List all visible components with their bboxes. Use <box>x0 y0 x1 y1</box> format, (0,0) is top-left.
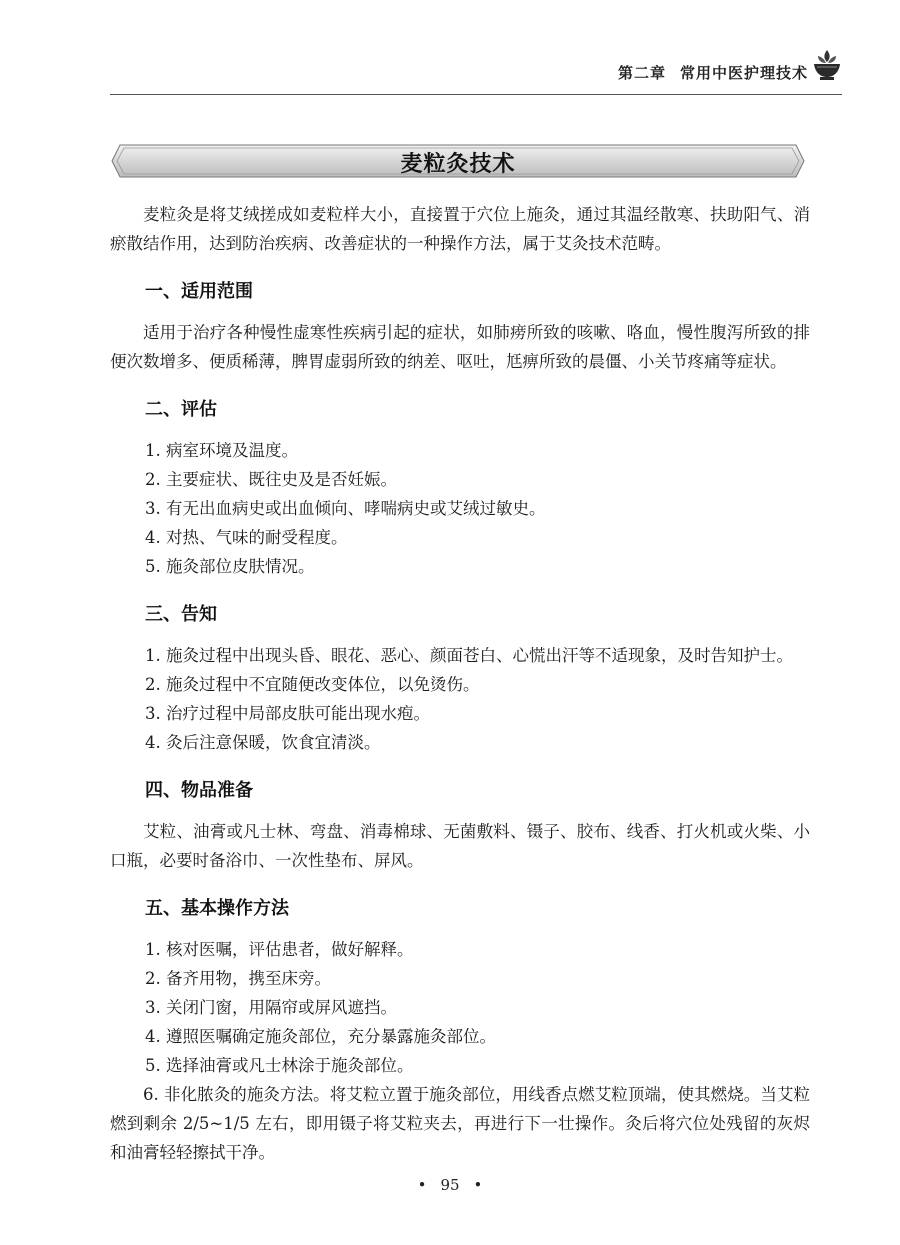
list-item: 1. 病室环境及温度。 <box>145 441 298 460</box>
section-procedure <box>110 895 810 1167</box>
section-supplies <box>110 777 810 875</box>
section-scope <box>110 278 810 376</box>
page-dot: • <box>473 1176 483 1194</box>
section-paragraph: 适用于治疗各种慢性虚寒性疾病引起的症状，如肺痨所致的咳嗽、咯血，慢性腹泻所致的排便次数增多、便质稀薄，脾胃虚弱所致的纳差、呕吐，尪痹所致的晨僵、小关节疼痛等症状。 <box>110 323 810 371</box>
header-rule <box>110 94 842 95</box>
chapter-title: 常用中医护理技术 <box>679 64 808 82</box>
list-item: 3. 治疗过程中局部皮肤可能出现水疱。 <box>145 704 430 723</box>
list-item: 5. 选择油膏或凡士林涂于施灸部位。 <box>145 1056 414 1075</box>
page-title: 麦粒灸技术 <box>400 152 516 177</box>
list-item: 1. 核对医嘱，评估患者，做好解释。 <box>145 940 414 959</box>
content <box>110 200 810 1167</box>
section-heading: 二、评估 <box>145 399 217 420</box>
chapter-number: 第二章 <box>617 64 666 82</box>
list-item: 2. 备齐用物，携至床旁。 <box>145 969 331 988</box>
list-item: 3. 关闭门窗，用隔帘或屏风遮挡。 <box>145 998 397 1017</box>
section-assessment <box>110 396 810 581</box>
procedure-step-6: 6. 非化脓灸的施灸方法。将艾粒立置于施灸部位，用线香点燃艾粒顶端，使其燃烧。当艾粒燃到剩余 2/5~1/5 左右，即用镊子将艾粒夹去，再进行下一壮操作。灸后将穴位处残留的灰烬和油膏轻轻擦拭干净。 <box>110 1085 810 1162</box>
list-item: 4. 灸后注意保暖，饮食宜清淡。 <box>145 733 381 752</box>
notification-list <box>110 641 810 757</box>
title-banner <box>110 143 806 179</box>
section-heading: 五、基本操作方法 <box>145 898 289 919</box>
section-heading: 一、适用范围 <box>145 281 253 302</box>
section-heading: 三、告知 <box>145 604 217 625</box>
list-item: 2. 施灸过程中不宜随便改变体位，以免烫伤。 <box>145 675 480 694</box>
list-item: 5. 施灸部位皮肤情况。 <box>145 557 315 576</box>
list-item: 3. 有无出血病史或出血倾向、哮喘病史或艾绒过敏史。 <box>145 499 546 518</box>
mortar-pestle-icon <box>812 48 842 82</box>
running-head <box>618 62 808 83</box>
assessment-list <box>110 436 810 581</box>
list-item: 4. 遵照医嘱确定施灸部位，充分暴露施灸部位。 <box>145 1027 496 1046</box>
list-item: 1. 施灸过程中出现头昏、眼花、恶心、颜面苍白、心慌出汗等不适现象，及时告知护士。 <box>145 646 793 665</box>
procedure-list <box>110 935 810 1080</box>
page-number-value: 95 <box>440 1176 460 1194</box>
page-number <box>0 1176 900 1194</box>
list-item: 2. 主要症状、既往史及是否妊娠。 <box>145 470 397 489</box>
section-heading: 四、物品准备 <box>145 780 253 801</box>
page-dot: • <box>417 1176 427 1194</box>
section-notification <box>110 601 810 757</box>
intro-paragraph: 麦粒灸是将艾绒搓成如麦粒样大小，直接置于穴位上施灸，通过其温经散寒、扶助阳气、消瘀散结作用，达到防治疾病、改善症状的一种操作方法，属于艾灸技术范畴。 <box>110 205 810 253</box>
list-item: 4. 对热、气味的耐受程度。 <box>145 528 348 547</box>
section-paragraph: 艾粒、油膏或凡士林、弯盘、消毒棉球、无菌敷料、镊子、胶布、线香、打火机或火柴、小口瓶，必要时备浴巾、一次性垫布、屏风。 <box>110 822 810 870</box>
